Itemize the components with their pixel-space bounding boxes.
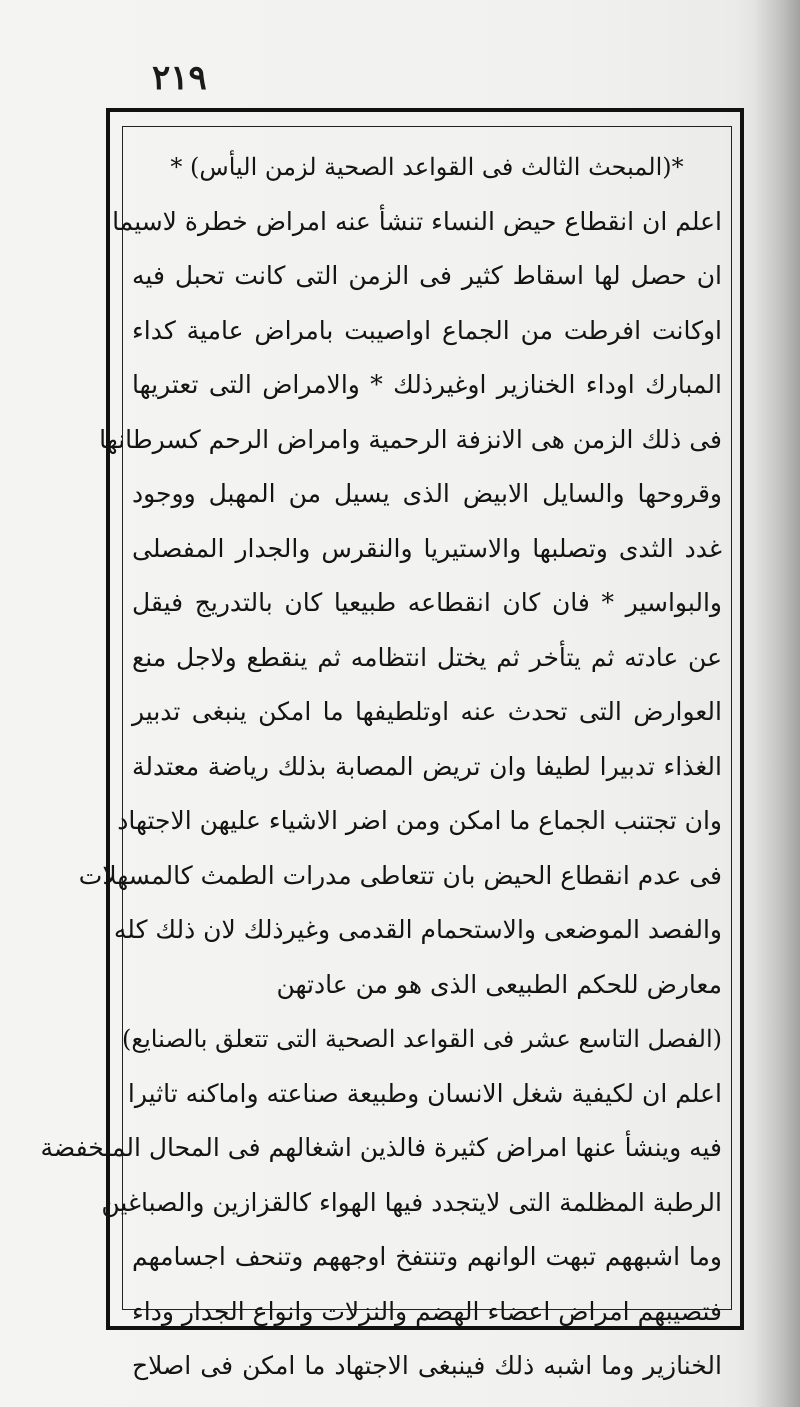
text-line: المبارك اوداء الخنازير اوغيرذلك * والامراض التى تعتريها xyxy=(132,370,722,399)
text-line: معارض للحكم الطبيعى الذى هو من عادتهن xyxy=(276,969,722,999)
text-line: غدد الثدى وتصلبها والاستيريا والنقرس والجدار المفصلى xyxy=(132,533,722,563)
text-line: اعلم ان لكيفية شغل الانسان وطبيعة صناعته واماكنه تاثيرا xyxy=(127,1078,722,1108)
text-line: اعلم ان انقطاع حيض النساء تنشأ عنه امراض خطرة لاسيما xyxy=(112,206,722,236)
text-line: عن عادته ثم يتأخر ثم يختل انتظامه ثم ينقطع ولاجل منع xyxy=(132,642,722,672)
text-line: وان تجتنب الجماع ما امكن ومن اضر الاشياء عليهن الاجتهاد xyxy=(117,806,722,835)
text-line: وما اشبههم تبهت الوانهم وتنتفخ اوجههم وتنحف اجسامهم xyxy=(132,1242,722,1271)
text-line: العوارض التى تحدث عنه اوتلطيفها ما امكن ينبغى تدبير xyxy=(132,697,722,726)
text-line: اوكانت افرطت من الجماع اواصيبت بامراض عامية كداء xyxy=(132,315,722,345)
text-line: وقروحها والسايل الابيض الذى يسيل من المهبل ووجود xyxy=(132,479,722,508)
text-line: الخنازير وما اشبه ذلك فينبغى الاجتهاد ما امكن فى اصلاح xyxy=(132,1351,722,1380)
text-line: الرطبة المظلمة التى لايتجدد فيها الهواء كالقزازين والصباغين xyxy=(101,1187,722,1217)
text-line: فى عدم انقطاع الحيض بان تتعاطى مدرات الطمث كالمسهلات xyxy=(78,860,722,890)
section-heading: *(المبحث الثالث فى القواعد الصحية لزمن اليأس) * xyxy=(170,153,684,181)
text-line: والبواسير * فان كان انقطاعه طبيعيا كان بالتدريج فيقل xyxy=(132,588,722,617)
text-block xyxy=(40,140,722,1394)
chapter-heading: (الفصل التاسع عشر فى القواعد الصحية التى تتعلق بالصنايع) xyxy=(121,1025,722,1053)
text-line: فيه وينشأ عنها امراض كثيرة فالذين اشغالهم فى المحال المنخفضة xyxy=(40,1133,722,1162)
text-line: فى ذلك الزمن هى الانزفة الرحمية وامراض الرحم كسرطانها xyxy=(99,424,722,454)
page-number: ٢١٩ xyxy=(152,58,207,98)
text-line: والفصد الموضعى والاستحمام القدمى وغيرذلك لان ذلك كله xyxy=(113,915,722,944)
text-line: فتصيبهم امراض اعضاء الهضم والنزلات وانواع الجدار وداء xyxy=(132,1296,722,1326)
text-line: الغذاء تدبيرا لطيفا وان تريض المصابة بذلك رياضة معتدلة xyxy=(132,751,722,781)
text-line: ان حصل لها اسقاط كثير فى الزمن التى كانت تحبل فيه xyxy=(132,261,722,290)
page-gutter-shadow xyxy=(754,0,800,1407)
